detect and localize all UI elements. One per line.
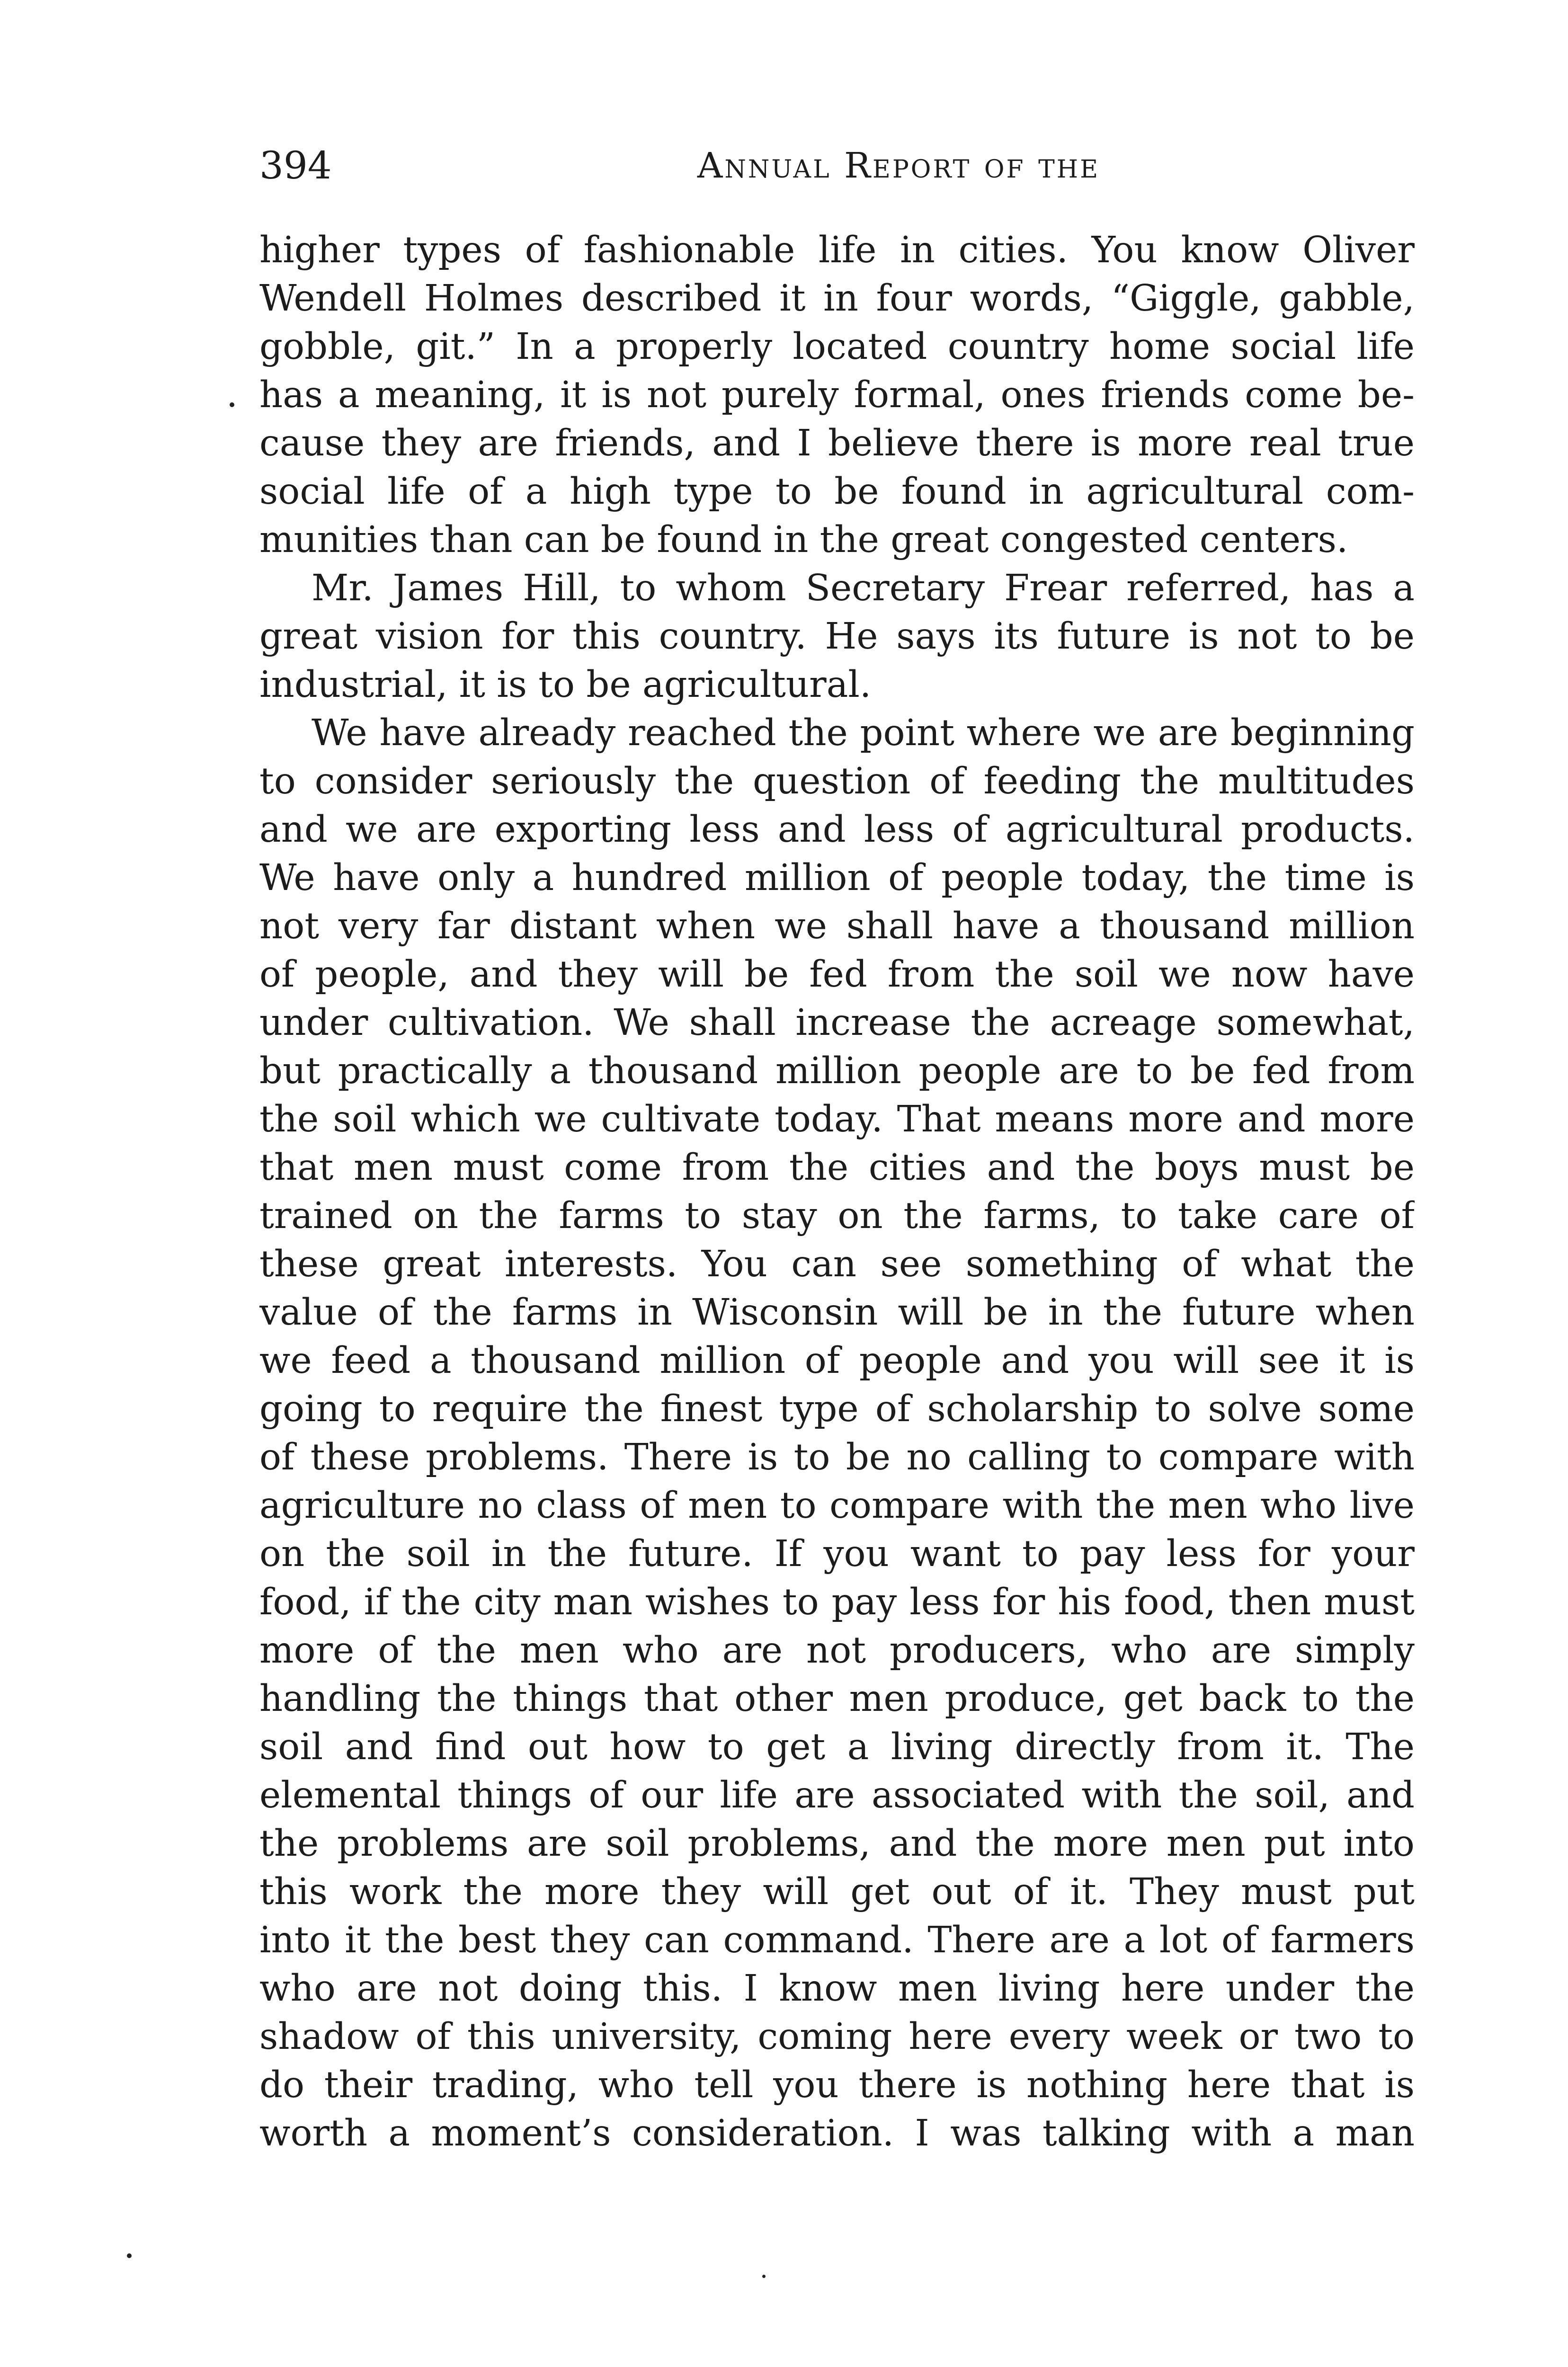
text-line: these great interests. You can see something of what the (259, 1243, 1415, 1285)
text-line: munities than can be found in the great congested centers. (259, 519, 1348, 561)
text-line: the soil which we cultivate today. That means more and more (259, 1098, 1415, 1140)
text-line: We have only a hundred million of people today, the time is (259, 857, 1415, 899)
text-line: going to require the finest type of scholarship to solve some (259, 1388, 1415, 1430)
text-line: we feed a thousand million of people and you will see it is (259, 1340, 1415, 1382)
text-line: into it the best they can command. There are a lot of farmers (259, 1919, 1415, 1961)
text-line: handling the things that other men produce, get back to the (259, 1678, 1415, 1720)
page-header (259, 142, 1415, 194)
text-line: more of the men who are not producers, who are simply (259, 1629, 1415, 1672)
text-line: under cultivation. We shall increase the acreage somewhat, (259, 1002, 1415, 1044)
text-line: Wendell Holmes described it in four words, “Giggle, gabble, (259, 277, 1415, 320)
text-line: soil and find out how to get a living directly from it. The (259, 1726, 1415, 1768)
text-line: who are not doing this. I know men living here under the (259, 1967, 1415, 2010)
text-line: elemental things of our life are associated with the soil, and (259, 1774, 1415, 1816)
text-line: gobble, git.” In a properly located country home social life (259, 326, 1415, 368)
text-line: do their trading, who tell you there is nothing here that is (259, 2064, 1415, 2106)
text-line: trained on the farms to stay on the farms, to take care of (259, 1195, 1415, 1237)
text-line: to consider seriously the question of feeding the multitudes (259, 760, 1415, 802)
text-line: agriculture no class of men to compare with the men who live (259, 1485, 1415, 1527)
text-line: but practically a thousand million people are to be fed from (259, 1050, 1415, 1092)
body-text (259, 226, 1415, 2158)
text-line: industrial, it is to be agricultural. (259, 664, 872, 706)
text-line: the problems are soil problems, and the more men put into (259, 1823, 1415, 1865)
scan-speck (762, 2275, 766, 2278)
text-line: on the soil in the future. If you want to pay less for your (259, 1533, 1415, 1575)
running-head: Annual Report of the (697, 145, 1100, 186)
text-line: We have already reached the point where we are beginning (312, 712, 1415, 754)
text-line: has a meaning, it is not purely formal, ones friends come be- (259, 374, 1415, 416)
text-line: not very far distant when we shall have a thousand million (259, 905, 1415, 947)
text-line: and we are exporting less and less of agricultural products. (259, 809, 1415, 851)
text-line: social life of a high type to be found in agricultural com- (259, 471, 1415, 513)
scan-speck (127, 2253, 132, 2258)
page-number: 394 (259, 143, 332, 187)
text-line: this work the more they will get out of it. They must put (259, 1871, 1415, 1913)
text-line: food, if the city man wishes to pay less for his food, then must (259, 1581, 1415, 1623)
text-line: higher types of fashionable life in cities. You know Oliver (259, 229, 1415, 271)
text-line: that men must come from the cities and the boys must be (259, 1147, 1415, 1189)
text-line: shadow of this university, coming here every week or two to (259, 2016, 1415, 2058)
text-line: great vision for this country. He says its future is not to be (259, 615, 1415, 658)
text-line: Mr. James Hill, to whom Secretary Frear referred, has a (312, 567, 1415, 609)
text-line: value of the farms in Wisconsin will be in the future when (259, 1291, 1415, 1334)
text-line: cause they are friends, and I believe there is more real true (259, 422, 1415, 464)
text-line: of these problems. There is to be no calling to compare with (259, 1436, 1415, 1478)
text-line: of people, and they will be fed from the soil we now have (259, 953, 1415, 996)
scan-speck (230, 402, 234, 407)
text-line: worth a moment’s consideration. I was talking with a man (259, 2112, 1415, 2154)
